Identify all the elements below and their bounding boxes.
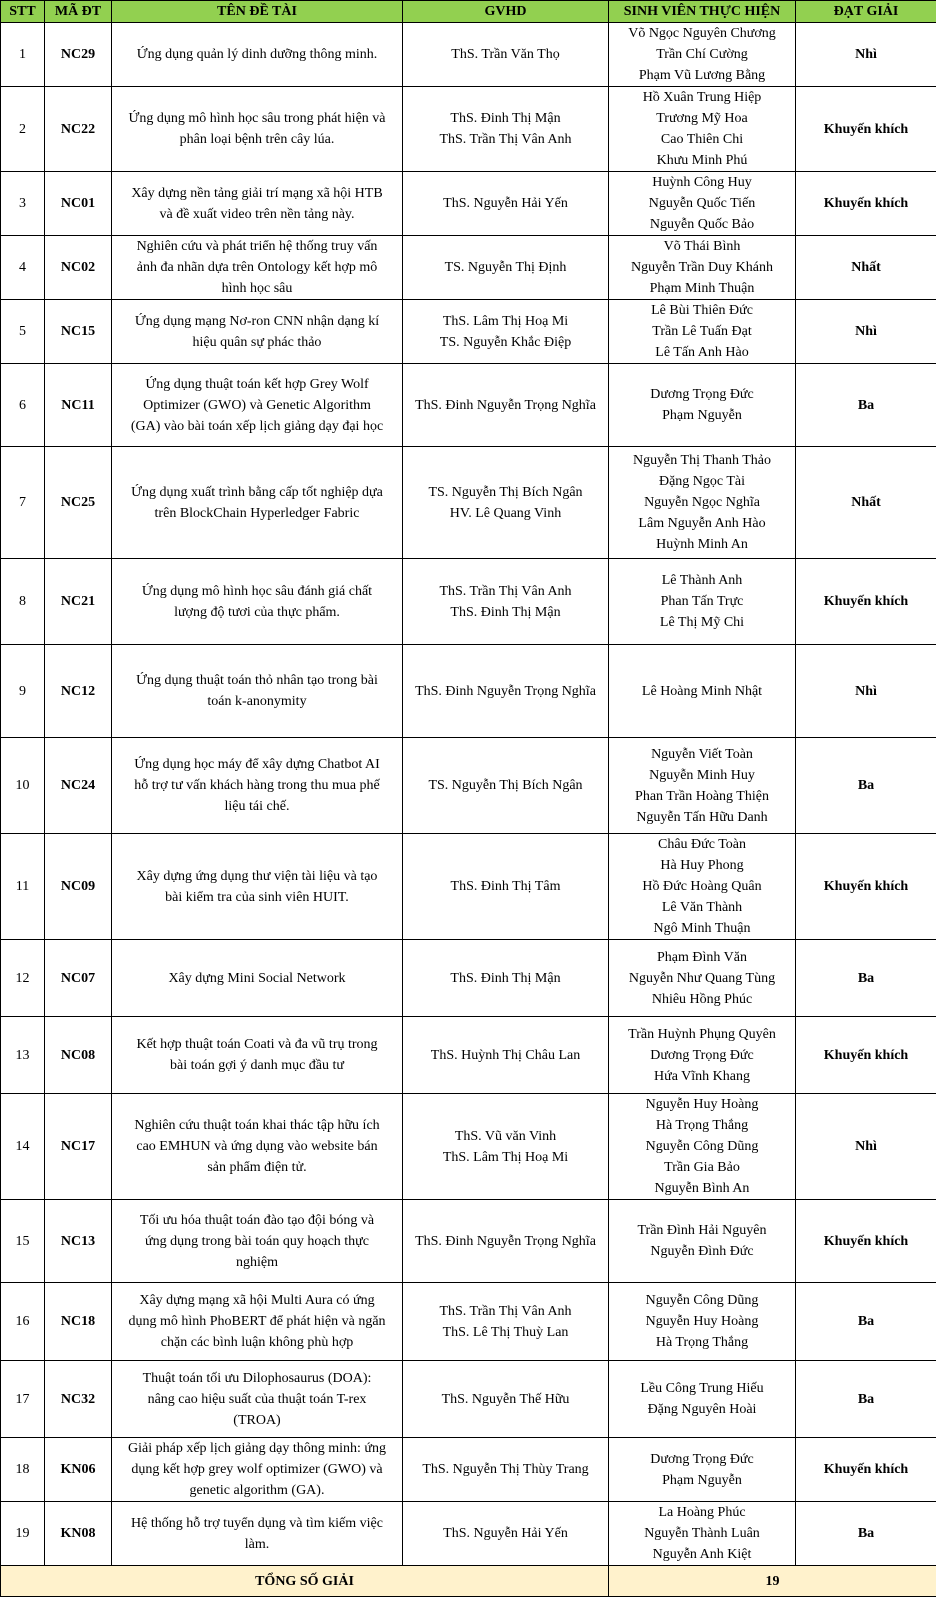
- row-advisors: [403, 1017, 609, 1094]
- row-award: Khuyến khích: [796, 559, 936, 645]
- row-code: NC07: [45, 940, 112, 1017]
- student-name: Phạm Minh Thuận: [649, 281, 755, 296]
- table-row: [1, 559, 936, 645]
- row-students: [609, 738, 796, 834]
- row-award: Khuyến khích: [796, 1200, 936, 1283]
- row-advisors: [403, 300, 609, 364]
- row-code: NC02: [45, 236, 112, 300]
- student-name: Lê Tấn Anh Hào: [655, 345, 749, 360]
- student-name: Nguyễn Thành Luân: [644, 1526, 760, 1541]
- student-name: Võ Thái Bình: [663, 239, 741, 254]
- row-stt: 4: [1, 236, 45, 300]
- row-code: NC32: [45, 1361, 112, 1438]
- row-title: [112, 1017, 403, 1094]
- row-advisors: [403, 1094, 609, 1200]
- advisor-name: TS. Nguyễn Khắc Điệp: [439, 334, 572, 350]
- advisor-name: ThS. Lê Thị Thuỳ Lan: [442, 1324, 569, 1340]
- title-line: ảnh đa nhãn dựa trên Ontology kết hợp mô: [136, 260, 378, 275]
- title-line: genetic algorithm (GA).: [189, 1483, 325, 1498]
- row-students: [609, 23, 796, 87]
- row-advisors: [403, 1200, 609, 1283]
- title-line: hỗ trợ tư vấn khách hàng trong thu mua phế: [134, 778, 380, 793]
- header-row: [1, 1, 936, 23]
- student-name: Phạm Vũ Lương Bằng: [638, 68, 766, 83]
- title-line: Ứng dụng mô hình học sâu đánh giá chất: [141, 583, 373, 599]
- student-name: Lê Thành Anh: [661, 573, 743, 588]
- title-line: toán k-anonymity: [207, 694, 307, 709]
- title-line: Ứng dụng quản lý dinh dưỡng thông minh.: [136, 47, 378, 62]
- student-name: Nguyễn Bình An: [654, 1181, 750, 1196]
- row-students: [609, 940, 796, 1017]
- student-name: Ngô Minh Thuận: [653, 921, 751, 936]
- student-name: Trần Huỳnh Phụng Quyên: [628, 1026, 776, 1042]
- student-name: Lê Hoàng Minh Nhật: [641, 683, 763, 699]
- row-award: Nhì: [796, 23, 936, 87]
- title-line: phân loại bệnh trên cây lúa.: [179, 132, 335, 147]
- table-row: [1, 1361, 936, 1438]
- title-line: (TROA): [233, 1412, 281, 1428]
- student-name: Nguyễn Huy Hoàng: [645, 1097, 759, 1112]
- title-line: Thuật toán tối ưu Dilophosaurus (DOA):: [142, 1370, 372, 1386]
- title-line: trên BlockChain Hyperledger Fabric: [154, 505, 360, 521]
- title-line: ứng dụng trong bài toán quy hoạch thực: [145, 1233, 369, 1249]
- student-name: Trần Lê Tuấn Đạt: [652, 324, 752, 339]
- student-name: Nguyễn Tấn Hữu Danh: [636, 809, 768, 825]
- row-advisors: [403, 87, 609, 172]
- table-header: [1, 1, 936, 23]
- row-code: NC11: [45, 364, 112, 447]
- header-students: SINH VIÊN THỰC HIỆN: [609, 1, 796, 23]
- advisor-name: ThS. Đinh Nguyễn Trọng Nghĩa: [415, 683, 596, 699]
- row-stt: 18: [1, 1438, 45, 1502]
- row-stt: 6: [1, 364, 45, 447]
- row-students: [609, 1283, 796, 1361]
- row-stt: 5: [1, 300, 45, 364]
- student-name: Lâm Nguyễn Anh Hào: [638, 516, 766, 531]
- student-name: Nguyễn Anh Kiệt: [652, 1547, 752, 1562]
- row-students: [609, 1361, 796, 1438]
- row-advisors: [403, 1502, 609, 1566]
- table-row: [1, 1438, 936, 1502]
- student-name: Phạm Đình Văn: [657, 949, 747, 965]
- row-stt: 13: [1, 1017, 45, 1094]
- row-students: [609, 1094, 796, 1200]
- row-code: NC13: [45, 1200, 112, 1283]
- row-stt: 11: [1, 834, 45, 940]
- advisor-name: TS. Nguyễn Thị Bích Ngân: [428, 778, 583, 793]
- row-advisors: [403, 1361, 609, 1438]
- row-stt: 7: [1, 447, 45, 559]
- row-title: [112, 300, 403, 364]
- table-row: [1, 87, 936, 172]
- row-stt: 12: [1, 940, 45, 1017]
- advisor-name: ThS. Đinh Thị Mận: [450, 604, 561, 620]
- title-line: dụng kết hợp grey wolf optimizer (GWO) và: [131, 1462, 383, 1477]
- row-students: [609, 1502, 796, 1566]
- student-name: Trần Gia Bảo: [664, 1160, 740, 1175]
- student-name: Dương Trọng Đức: [650, 387, 754, 402]
- student-name: Nguyễn Trần Duy Khánh: [631, 260, 773, 275]
- row-advisors: [403, 364, 609, 447]
- title-line: bài kiểm tra của sinh viên HUIT.: [165, 889, 349, 905]
- row-award: Nhì: [796, 300, 936, 364]
- row-students: [609, 834, 796, 940]
- table-row: [1, 364, 936, 447]
- title-line: Ứng dụng mô hình học sâu trong phát hiện và: [128, 111, 386, 126]
- row-advisors: [403, 172, 609, 236]
- row-title: [112, 236, 403, 300]
- advisor-name: TS. Nguyễn Thị Định: [444, 260, 567, 275]
- table-row: [1, 23, 936, 87]
- title-line: Optimizer (GWO) và Genetic Algorithm: [143, 397, 371, 413]
- student-name: Đặng Nguyên Hoài: [647, 1402, 757, 1417]
- header-code: MÃ ĐT: [45, 1, 112, 23]
- table-row: [1, 738, 936, 834]
- student-name: Nguyễn Viết Toàn: [651, 746, 753, 762]
- student-name: Trần Chí Cường: [656, 47, 748, 62]
- table-row: [1, 1502, 936, 1566]
- advisor-name: ThS. Huỳnh Thị Châu Lan: [430, 1047, 581, 1063]
- row-title: [112, 172, 403, 236]
- row-title: [112, 447, 403, 559]
- row-title: [112, 1200, 403, 1283]
- row-title: [112, 1361, 403, 1438]
- title-line: Giải pháp xếp lịch giảng dạy thông minh: ứng: [128, 1441, 386, 1456]
- total-row: [1, 1566, 936, 1597]
- row-stt: 9: [1, 645, 45, 738]
- row-code: NC09: [45, 834, 112, 940]
- title-line: bài toán gợi ý danh mục đầu tư: [169, 1058, 344, 1073]
- table-row: [1, 1200, 936, 1283]
- student-name: Huỳnh Minh An: [656, 537, 748, 552]
- row-students: [609, 559, 796, 645]
- row-code: KN08: [45, 1502, 112, 1566]
- advisor-name: ThS. Đinh Nguyễn Trọng Nghĩa: [415, 1233, 596, 1249]
- title-line: Xây dựng mạng xã hội Multi Aura có ứng: [139, 1293, 375, 1308]
- advisor-name: ThS. Lâm Thị Hoạ Mi: [442, 1149, 569, 1165]
- table-row: [1, 1283, 936, 1361]
- student-name: Dương Trọng Đức: [650, 1047, 754, 1063]
- student-name: Hứa Vĩnh Khang: [654, 1068, 750, 1084]
- student-name: Trương Mỹ Hoa: [656, 111, 748, 126]
- row-advisors: [403, 1283, 609, 1361]
- title-line: Ứng dụng học máy để xây dựng Chatbot AI: [134, 757, 380, 772]
- student-name: Nguyễn Minh Huy: [649, 767, 755, 783]
- student-name: Phan Tấn Trực: [660, 594, 744, 609]
- student-name: Hồ Đức Hoàng Quân: [642, 879, 762, 894]
- table-row: [1, 645, 936, 738]
- row-award: Ba: [796, 364, 936, 447]
- row-award: Khuyến khích: [796, 834, 936, 940]
- row-stt: 14: [1, 1094, 45, 1200]
- row-award: Ba: [796, 940, 936, 1017]
- table-row: [1, 1017, 936, 1094]
- row-advisors: [403, 738, 609, 834]
- row-award: Khuyến khích: [796, 1438, 936, 1502]
- advisor-name: ThS. Nguyễn Hải Yến: [443, 1526, 568, 1541]
- row-award: Khuyến khích: [796, 172, 936, 236]
- row-title: [112, 940, 403, 1017]
- row-stt: 1: [1, 23, 45, 87]
- row-award: Ba: [796, 1283, 936, 1361]
- student-name: Võ Ngọc Nguyên Chương: [628, 26, 776, 41]
- student-name: Dương Trọng Đức: [650, 1451, 754, 1467]
- row-students: [609, 87, 796, 172]
- table-body: [1, 23, 936, 1566]
- total-count: 19: [609, 1566, 936, 1597]
- title-line: Ứng dụng thuật toán kết hợp Grey Wolf: [145, 376, 369, 392]
- student-name: Nguyễn Huy Hoàng: [645, 1314, 759, 1329]
- row-students: [609, 300, 796, 364]
- title-line: (GA) vào bài toán xếp lịch giảng dạy đại học: [130, 418, 384, 434]
- title-line: nghiệm: [236, 1254, 278, 1270]
- student-name: Nguyễn Thị Thanh Thảo: [632, 453, 772, 468]
- row-code: NC08: [45, 1017, 112, 1094]
- row-award: Nhì: [796, 1094, 936, 1200]
- title-line: liệu tái chế.: [224, 799, 290, 814]
- header-advisor: GVHD: [403, 1, 609, 23]
- row-award: Ba: [796, 738, 936, 834]
- row-students: [609, 447, 796, 559]
- table-footer: [1, 1566, 936, 1597]
- table-row: [1, 300, 936, 364]
- title-line: Ứng dụng thuật toán thỏ nhân tạo trong bài: [136, 673, 378, 688]
- table-row: [1, 1094, 936, 1200]
- row-award: Ba: [796, 1502, 936, 1566]
- row-code: NC15: [45, 300, 112, 364]
- title-line: Kết hợp thuật toán Coati và đa vũ trụ trong: [136, 1037, 378, 1052]
- student-name: La Hoàng Phúc: [658, 1505, 746, 1520]
- row-code: NC24: [45, 738, 112, 834]
- title-line: cao EMHUN và ứng dụng vào website bán: [136, 1139, 378, 1154]
- row-award: Nhì: [796, 645, 936, 738]
- row-students: [609, 1017, 796, 1094]
- student-name: Phan Trần Hoàng Thiện: [635, 788, 769, 804]
- row-stt: 2: [1, 87, 45, 172]
- row-students: [609, 1200, 796, 1283]
- row-advisors: [403, 236, 609, 300]
- student-name: Nguyễn Công Dũng: [645, 1293, 759, 1308]
- row-students: [609, 1438, 796, 1502]
- student-name: Trần Đình Hải Nguyên: [637, 1223, 767, 1238]
- row-advisors: [403, 940, 609, 1017]
- row-title: [112, 1438, 403, 1502]
- advisor-name: ThS. Đinh Nguyễn Trọng Nghĩa: [415, 397, 596, 413]
- row-code: NC12: [45, 645, 112, 738]
- title-line: chặn các bình luận không phù hợp: [160, 1335, 354, 1350]
- table-row: [1, 447, 936, 559]
- table-row: [1, 940, 936, 1017]
- advisor-name: ThS. Nguyễn Thị Thùy Trang: [422, 1462, 589, 1477]
- title-line: và đề xuất video trên nền tảng này.: [159, 206, 355, 222]
- advisor-name: ThS. Trần Văn Thọ: [451, 47, 560, 62]
- row-title: [112, 364, 403, 447]
- table-row: [1, 172, 936, 236]
- row-stt: 17: [1, 1361, 45, 1438]
- row-code: KN06: [45, 1438, 112, 1502]
- row-title: [112, 559, 403, 645]
- student-name: Nhiêu Hồng Phúc: [651, 991, 753, 1007]
- title-line: Nghiên cứu thuật toán khai thác tập hữu ích: [134, 1118, 380, 1133]
- row-title: [112, 1502, 403, 1566]
- advisor-name: ThS. Trần Thị Vân Anh: [439, 132, 572, 147]
- row-students: [609, 236, 796, 300]
- title-line: hiệu quân sự phác thảo: [192, 334, 322, 350]
- table-row: [1, 236, 936, 300]
- advisor-name: ThS. Trần Thị Vân Anh: [439, 1303, 572, 1319]
- title-line: Xây dựng nền tảng giải trí mạng xã hội HTB: [131, 185, 383, 201]
- advisor-name: ThS. Vũ văn Vinh: [454, 1128, 557, 1144]
- row-award: Ba: [796, 1361, 936, 1438]
- row-title: [112, 1283, 403, 1361]
- row-title: [112, 1094, 403, 1200]
- advisor-name: HV. Lê Quang Vinh: [449, 505, 562, 521]
- row-award: Khuyến khích: [796, 87, 936, 172]
- row-stt: 3: [1, 172, 45, 236]
- student-name: Nguyễn Đình Đức: [650, 1244, 754, 1259]
- title-line: Xây dựng Mini Social Network: [168, 970, 346, 986]
- row-code: NC29: [45, 23, 112, 87]
- row-code: NC18: [45, 1283, 112, 1361]
- title-line: Ứng dụng mạng Nơ-ron CNN nhận dạng kí: [134, 313, 380, 329]
- title-line: Nghiên cứu và phát triển hệ thống truy vấn: [136, 239, 378, 254]
- title-line: Ứng dụng xuất trình bằng cấp tốt nghiệp dựa: [131, 484, 383, 500]
- advisor-name: ThS. Nguyễn Hải Yến: [443, 196, 568, 211]
- row-students: [609, 364, 796, 447]
- row-stt: 8: [1, 559, 45, 645]
- row-stt: 10: [1, 738, 45, 834]
- advisor-name: ThS. Lâm Thị Hoạ Mi: [442, 313, 569, 329]
- student-name: Phạm Nguyễn: [662, 1472, 742, 1488]
- title-line: làm.: [244, 1536, 270, 1552]
- row-title: [112, 645, 403, 738]
- row-advisors: [403, 23, 609, 87]
- student-name: Nguyễn Quốc Bảo: [649, 217, 755, 232]
- row-advisors: [403, 645, 609, 738]
- title-line: Xây dựng ứng dụng thư viện tài liệu và tạo: [136, 868, 378, 884]
- student-name: Khưu Minh Phú: [656, 153, 748, 168]
- row-advisors: [403, 834, 609, 940]
- header-stt: STT: [1, 1, 45, 23]
- student-name: Đặng Ngọc Tài: [658, 474, 746, 489]
- row-award: Khuyến khích: [796, 1017, 936, 1094]
- advisor-name: TS. Nguyễn Thị Bích Ngân: [428, 484, 583, 500]
- title-line: Tối ưu hóa thuật toán đào tạo đội bóng và: [139, 1212, 375, 1228]
- row-stt: 19: [1, 1502, 45, 1566]
- row-title: [112, 738, 403, 834]
- student-name: Phạm Nguyễn: [662, 408, 742, 423]
- student-name: Lê Văn Thành: [661, 900, 743, 915]
- row-title: [112, 87, 403, 172]
- student-name: Nguyễn Ngọc Nghĩa: [644, 495, 760, 510]
- title-line: hình học sâu: [221, 281, 293, 296]
- student-name: Lê Thị Mỹ Chi: [659, 615, 745, 630]
- row-code: NC22: [45, 87, 112, 172]
- advisor-name: ThS. Nguyễn Thế Hữu: [441, 1391, 570, 1407]
- student-name: Cao Thiên Chi: [660, 132, 744, 147]
- row-advisors: [403, 559, 609, 645]
- student-name: Nguyễn Công Dũng: [645, 1139, 759, 1154]
- header-title: TÊN ĐỀ TÀI: [112, 1, 403, 23]
- row-code: NC21: [45, 559, 112, 645]
- header-award: ĐẠT GIẢI: [796, 1, 936, 23]
- row-advisors: [403, 1438, 609, 1502]
- total-label: TỔNG SỐ GIẢI: [1, 1566, 609, 1597]
- student-name: Hà Trọng Thắng: [655, 1118, 749, 1133]
- title-line: sản phẩm điện tử.: [207, 1160, 307, 1175]
- advisor-name: ThS. Đinh Thị Tâm: [450, 879, 561, 894]
- advisor-name: ThS. Trần Thị Vân Anh: [439, 583, 572, 599]
- advisor-name: ThS. Đinh Thị Mận: [450, 970, 561, 986]
- row-code: NC25: [45, 447, 112, 559]
- student-name: Châu Đức Toàn: [658, 837, 746, 852]
- row-code: NC17: [45, 1094, 112, 1200]
- table-row: [1, 834, 936, 940]
- title-line: lượng độ tươi của thực phẩm.: [174, 604, 340, 620]
- row-students: [609, 172, 796, 236]
- student-name: Nguyễn Như Quang Tùng: [628, 970, 776, 986]
- student-name: Lê Bùi Thiên Đức: [651, 303, 753, 318]
- row-advisors: [403, 447, 609, 559]
- row-award: Nhất: [796, 236, 936, 300]
- row-award: Nhất: [796, 447, 936, 559]
- advisor-name: ThS. Đinh Thị Mận: [450, 111, 561, 126]
- student-name: Hà Trọng Thắng: [655, 1335, 749, 1350]
- title-line: Hệ thống hỗ trợ tuyển dụng và tìm kiếm việc: [131, 1515, 383, 1531]
- title-line: nâng cao hiệu suất của thuật toán T-rex: [147, 1391, 367, 1407]
- row-code: NC01: [45, 172, 112, 236]
- student-name: Lều Công Trung Hiếu: [640, 1381, 764, 1396]
- row-title: [112, 834, 403, 940]
- student-name: Nguyễn Quốc Tiến: [648, 196, 756, 211]
- student-name: Huỳnh Công Huy: [652, 175, 752, 190]
- student-name: Hồ Xuân Trung Hiệp: [642, 90, 762, 105]
- row-stt: 16: [1, 1283, 45, 1361]
- student-name: Hà Huy Phong: [660, 858, 744, 873]
- row-title: [112, 23, 403, 87]
- row-students: [609, 645, 796, 738]
- title-line: dụng mô hình PhoBERT để phát hiện và ngăn: [128, 1314, 386, 1329]
- row-stt: 15: [1, 1200, 45, 1283]
